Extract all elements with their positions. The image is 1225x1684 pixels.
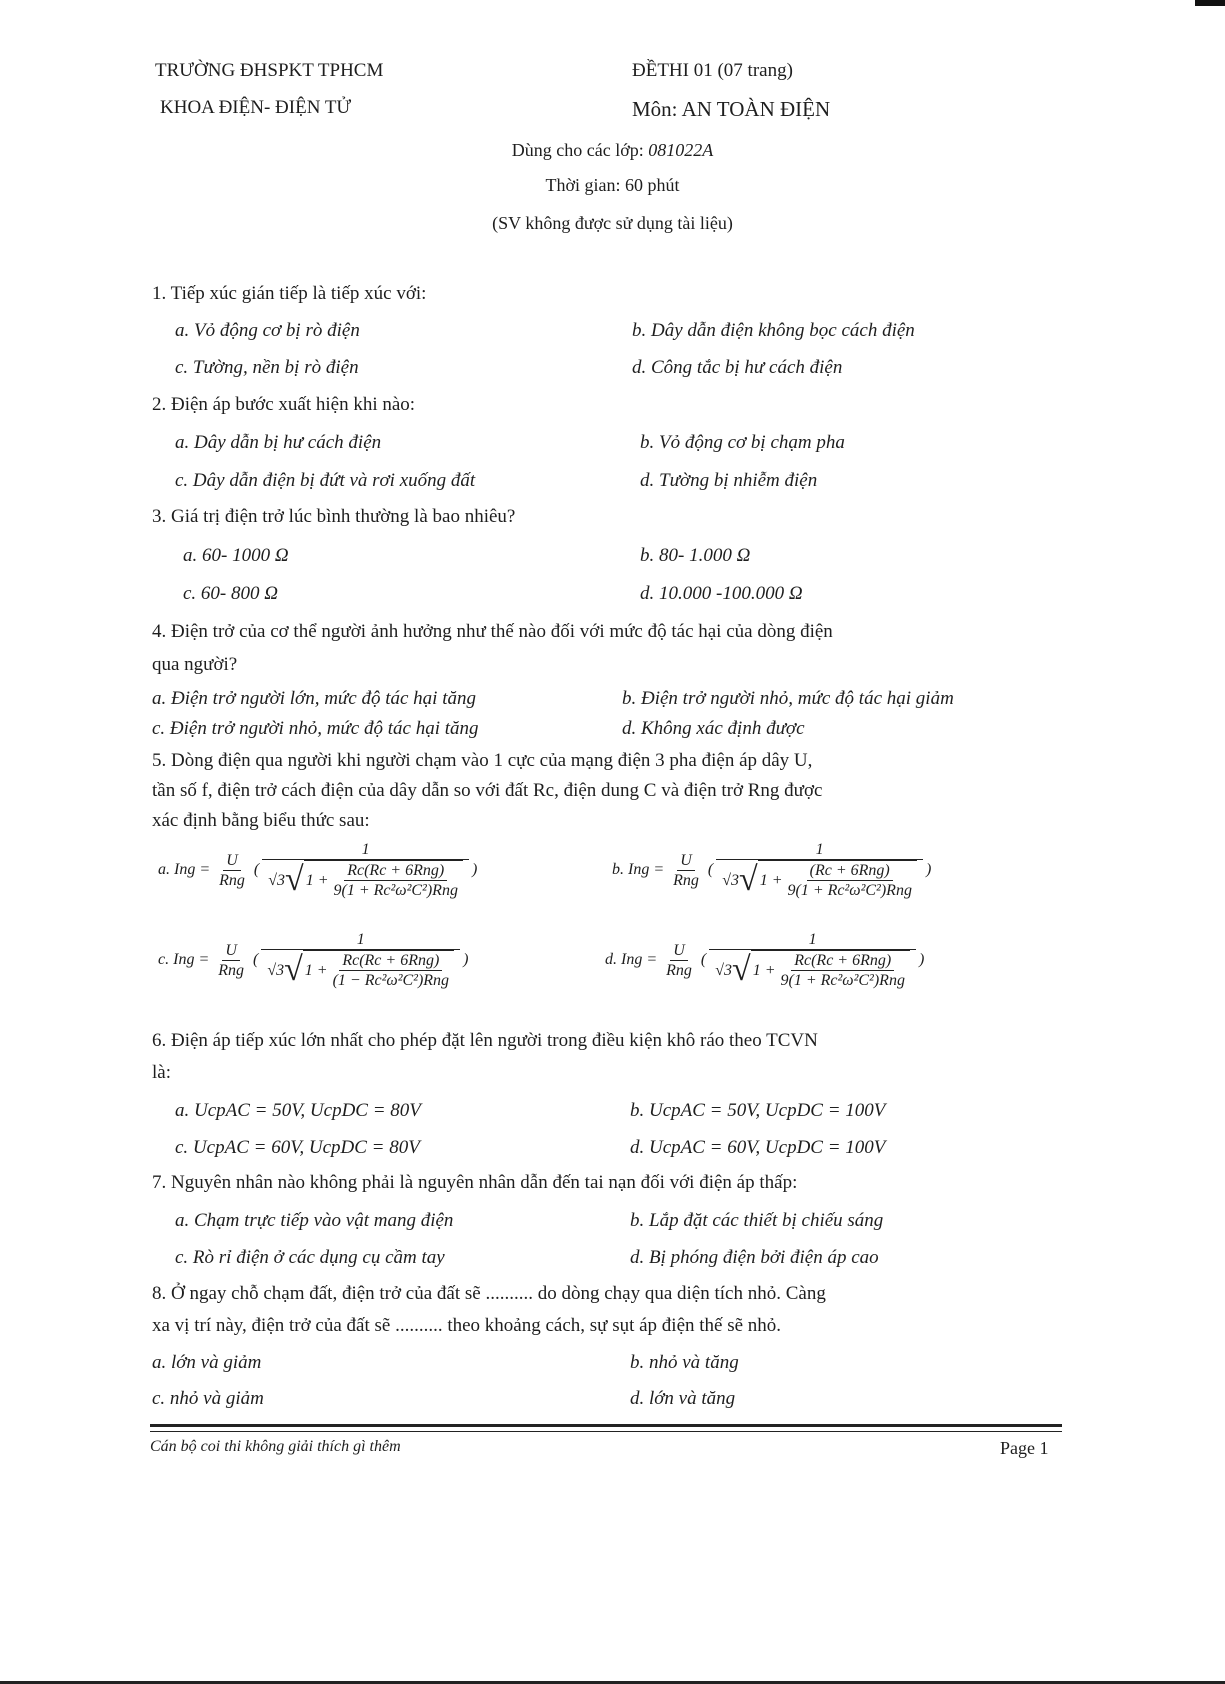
sqrt3: √3 — [722, 871, 740, 889]
q5-option-d: d. Ing = $\frac{U}{\text{Rng}}$ ( 1 √3 √ 1 + $\frac{\text{Rc(Rc + 6Rng)}}{\text{9(1 + Rc²ω²C²)Rng}}$ ) — [605, 931, 925, 990]
numerator: Rc(Rc + 6Rng) — [791, 951, 894, 971]
numerator: U — [223, 851, 241, 871]
question-6: 6. Điện áp tiếp xúc lớn nhất cho phép đặt lên người trong điều kiện khô ráo theo TCVN — [152, 1030, 818, 1051]
one-plus: 1 + — [759, 872, 783, 890]
fraction-u-r — [215, 941, 247, 980]
fraction-u-r — [663, 941, 695, 980]
subject: Môn: AN TOÀN ĐIỆN — [632, 97, 831, 121]
question-2: 2. Điện áp bước xuất hiện khi nào: — [152, 394, 416, 415]
school-name: TRƯỜNG ĐHSPKT TPHCM — [155, 60, 384, 81]
denominator: 9(1 + Rc²ω²C²)Rng — [787, 882, 912, 900]
q3-option-b: b. 80- 1.000 Ω — [640, 545, 751, 566]
q5-option-b: b. Ing = $\frac{U}{\text{Rng}}$ ( 1 √3 √ 1 + $\frac{\text{(Rc + 6Rng)}}{\text{9(1 + Rc²ω²C²)Rng}}$ ) — [612, 841, 932, 900]
sqrt3: √3 — [267, 961, 285, 979]
q5-option-a: a. Ing = $\frac{U}{\text{Rng}}$ ( 1 √3 √ 1 + $\frac{\text{Rc(Rc + 6Rng)}}{\text{9(1 + Rc²ω²C²)Rng}}$ ) — [158, 841, 478, 900]
numerator: (Rc + 6Rng) — [807, 861, 893, 881]
question-7: 7. Nguyên nhân nào không phải là nguyên nhân dẫn đến tai nạn đối với điện áp thấp: — [152, 1172, 798, 1193]
denominator: Rng — [673, 871, 699, 889]
option-label: b. — [612, 861, 624, 879]
fraction-u-r — [216, 851, 248, 890]
question-5-cont2: xác định bằng biểu thức sau: — [152, 810, 370, 831]
denominator: Rng — [666, 961, 692, 979]
exam-time: Thời gian: 60 phút — [545, 175, 680, 195]
question-4: 4. Điện trở của cơ thể người ảnh hưởng như thế nào đối với mức độ tác hại của dòng điện — [152, 621, 833, 642]
q6-option-d: d. UcpAC = 60V, UcpDC = 100V — [630, 1137, 886, 1158]
numerator: Rc(Rc + 6Rng) — [344, 861, 447, 881]
question-5: 5. Dòng điện qua người khi người chạm vào 1 cực của mạng điện 3 pha điện áp dây U, — [152, 750, 813, 771]
question-3: 3. Giá trị điện trở lúc bình thường là bao nhiêu? — [152, 506, 516, 527]
one-plus: 1 + — [752, 962, 776, 980]
faculty-name: KHOA ĐIỆN- ĐIỆN TỬ — [160, 97, 352, 118]
q8-option-d: d. lớn và tăng — [630, 1388, 736, 1409]
option-label: a. — [158, 861, 170, 879]
fraction-main — [712, 930, 913, 991]
denominator: Rng — [219, 871, 245, 889]
denominator: Rng — [218, 961, 245, 979]
numerator: 1 — [709, 930, 916, 950]
footer-divider — [150, 1424, 1062, 1432]
scan-edge-mark — [1195, 0, 1225, 6]
q4-option-c: c. Điện trở người nhỏ, mức độ tác hại tăng — [152, 718, 479, 739]
fraction-main — [265, 840, 466, 901]
question-6-cont: là: — [152, 1062, 171, 1083]
denominator: 9(1 + Rc²ω²C²)Rng — [780, 972, 905, 990]
numerator: U — [677, 851, 695, 871]
denominator: (1 − Rc²ω²C²)Rng — [332, 972, 450, 990]
footer-note: Cán bộ coi thi không giải thích gì thêm — [150, 1438, 401, 1455]
question-8-cont: xa vị trí này, điện trở của đất sẽ .......... theo khoảng cách, sự sụt áp điện thế sẽ nhỏ. — [152, 1315, 782, 1336]
sqrt-expression: √3 √ 1 + $\frac{\text{Rc(Rc + 6Rng)}}{\text{(1 − Rc²ω²C²)Rng}}$ — [264, 950, 457, 990]
question-1: 1. Tiếp xúc gián tiếp là tiếp xúc với: — [152, 283, 427, 304]
q1-option-b: b. Dây dẫn điện không bọc cách điện — [632, 320, 915, 341]
q8-option-a: a. lớn và giảm — [152, 1352, 262, 1373]
one-plus: 1 + — [304, 962, 328, 980]
option-label: d. — [605, 951, 617, 969]
classes-label: Dùng cho các lớp: — [511, 140, 649, 160]
sqrt3: √3 — [715, 961, 733, 979]
one-plus: 1 + — [305, 872, 329, 890]
q4-option-d: d. Không xác định được — [622, 718, 805, 739]
q2-option-d: d. Tường bị nhiễm điện — [640, 470, 818, 491]
q7-option-a: a. Chạm trực tiếp vào vật mang điện — [175, 1210, 454, 1231]
question-8: 8. Ở ngay chỗ chạm đất, điện trở của đất sẽ .......... do dòng chạy qua diện tích nhỏ. Càng — [152, 1283, 826, 1304]
q1-option-c: c. Tường, nền bị rò điện — [175, 357, 359, 378]
classes-line — [0, 140, 1225, 161]
q8-option-b: b. nhỏ và tăng — [630, 1352, 739, 1373]
q2-option-c: c. Dây dẫn điện bị đứt và rơi xuống đất — [175, 470, 476, 491]
q5-option-c: c. Ing = $\frac{U}{\text{Rng}}$ ( 1 √3 √ 1 + $\frac{\text{Rc(Rc + 6Rng)}}{\text{(1 − Rc²ω²C²)Rng}}$ ) — [158, 931, 469, 990]
q1-option-d: d. Công tắc bị hư cách điện — [632, 357, 843, 378]
page-number: Page 1 — [1000, 1438, 1049, 1458]
denominator: 9(1 + Rc²ω²C²)Rng — [333, 882, 458, 900]
question-4-cont: qua người? — [152, 654, 238, 675]
q3-option-d: d. 10.000 -100.000 Ω — [640, 583, 803, 604]
numerator: 1 — [262, 840, 469, 860]
formula-lhs: Ing = — [621, 951, 658, 969]
exam-title: ĐỀTHI 01 (07 trang) — [632, 60, 793, 81]
q6-option-a: a. UcpAC = 50V, UcpDC = 80V — [175, 1100, 421, 1121]
q2-option-a: a. Dây dẫn bị hư cách điện — [175, 432, 382, 453]
formula-lhs: Ing = — [174, 861, 211, 879]
exam-note: (SV không được sử dụng tài liệu) — [492, 213, 733, 233]
numerator: 1 — [261, 930, 460, 950]
sqrt-expression: √3 √ 1 + $\frac{\text{(Rc + 6Rng)}}{\text{9(1 + Rc²ω²C²)Rng}}$ — [719, 860, 920, 900]
formula-lhs: Ing = — [628, 861, 665, 879]
sqrt3: √3 — [268, 871, 286, 889]
q7-option-d: d. Bị phóng điện bởi điện áp cao — [630, 1247, 879, 1268]
q8-option-c: c. nhỏ và giảm — [152, 1388, 264, 1409]
option-label: c. — [158, 951, 170, 969]
q6-option-b: b. UcpAC = 50V, UcpDC = 100V — [630, 1100, 886, 1121]
q6-option-c: c. UcpAC = 60V, UcpDC = 80V — [175, 1137, 420, 1158]
fraction-main — [264, 930, 457, 991]
classes-value: 081022A — [648, 140, 714, 160]
sqrt-expression: √3 √ 1 + $\frac{\text{Rc(Rc + 6Rng)}}{\text{9(1 + Rc²ω²C²)Rng}}$ — [712, 950, 913, 990]
q4-option-b: b. Điện trở người nhỏ, mức độ tác hại giảm — [622, 688, 954, 709]
q7-option-b: b. Lắp đặt các thiết bị chiếu sáng — [630, 1210, 884, 1231]
q2-option-b: b. Vỏ động cơ bị chạm pha — [640, 432, 845, 453]
q4-option-a: a. Điện trở người lớn, mức độ tác hại tăng — [152, 688, 476, 709]
fraction-u-r — [670, 851, 702, 890]
q1-option-a: a. Vỏ động cơ bị rò điện — [175, 320, 360, 341]
question-5-cont: tần số f, điện trở cách điện của dây dẫn so với đất Rc, điện dung C và điện trở Rng được — [152, 780, 823, 801]
q3-option-a: a. 60- 1000 Ω — [183, 545, 289, 566]
numerator: U — [670, 941, 688, 961]
fraction-main — [719, 840, 920, 901]
q7-option-c: c. Rò rỉ điện ở các dụng cụ cầm tay — [175, 1247, 445, 1268]
numerator: U — [222, 941, 240, 961]
numerator: Rc(Rc + 6Rng) — [339, 951, 442, 971]
formula-lhs: Ing = — [173, 951, 210, 969]
sqrt-expression: √3 √ 1 + $\frac{\text{Rc(Rc + 6Rng)}}{\text{9(1 + Rc²ω²C²)Rng}}$ — [265, 860, 466, 900]
numerator: 1 — [716, 840, 923, 860]
q3-option-c: c. 60- 800 Ω — [183, 583, 278, 604]
